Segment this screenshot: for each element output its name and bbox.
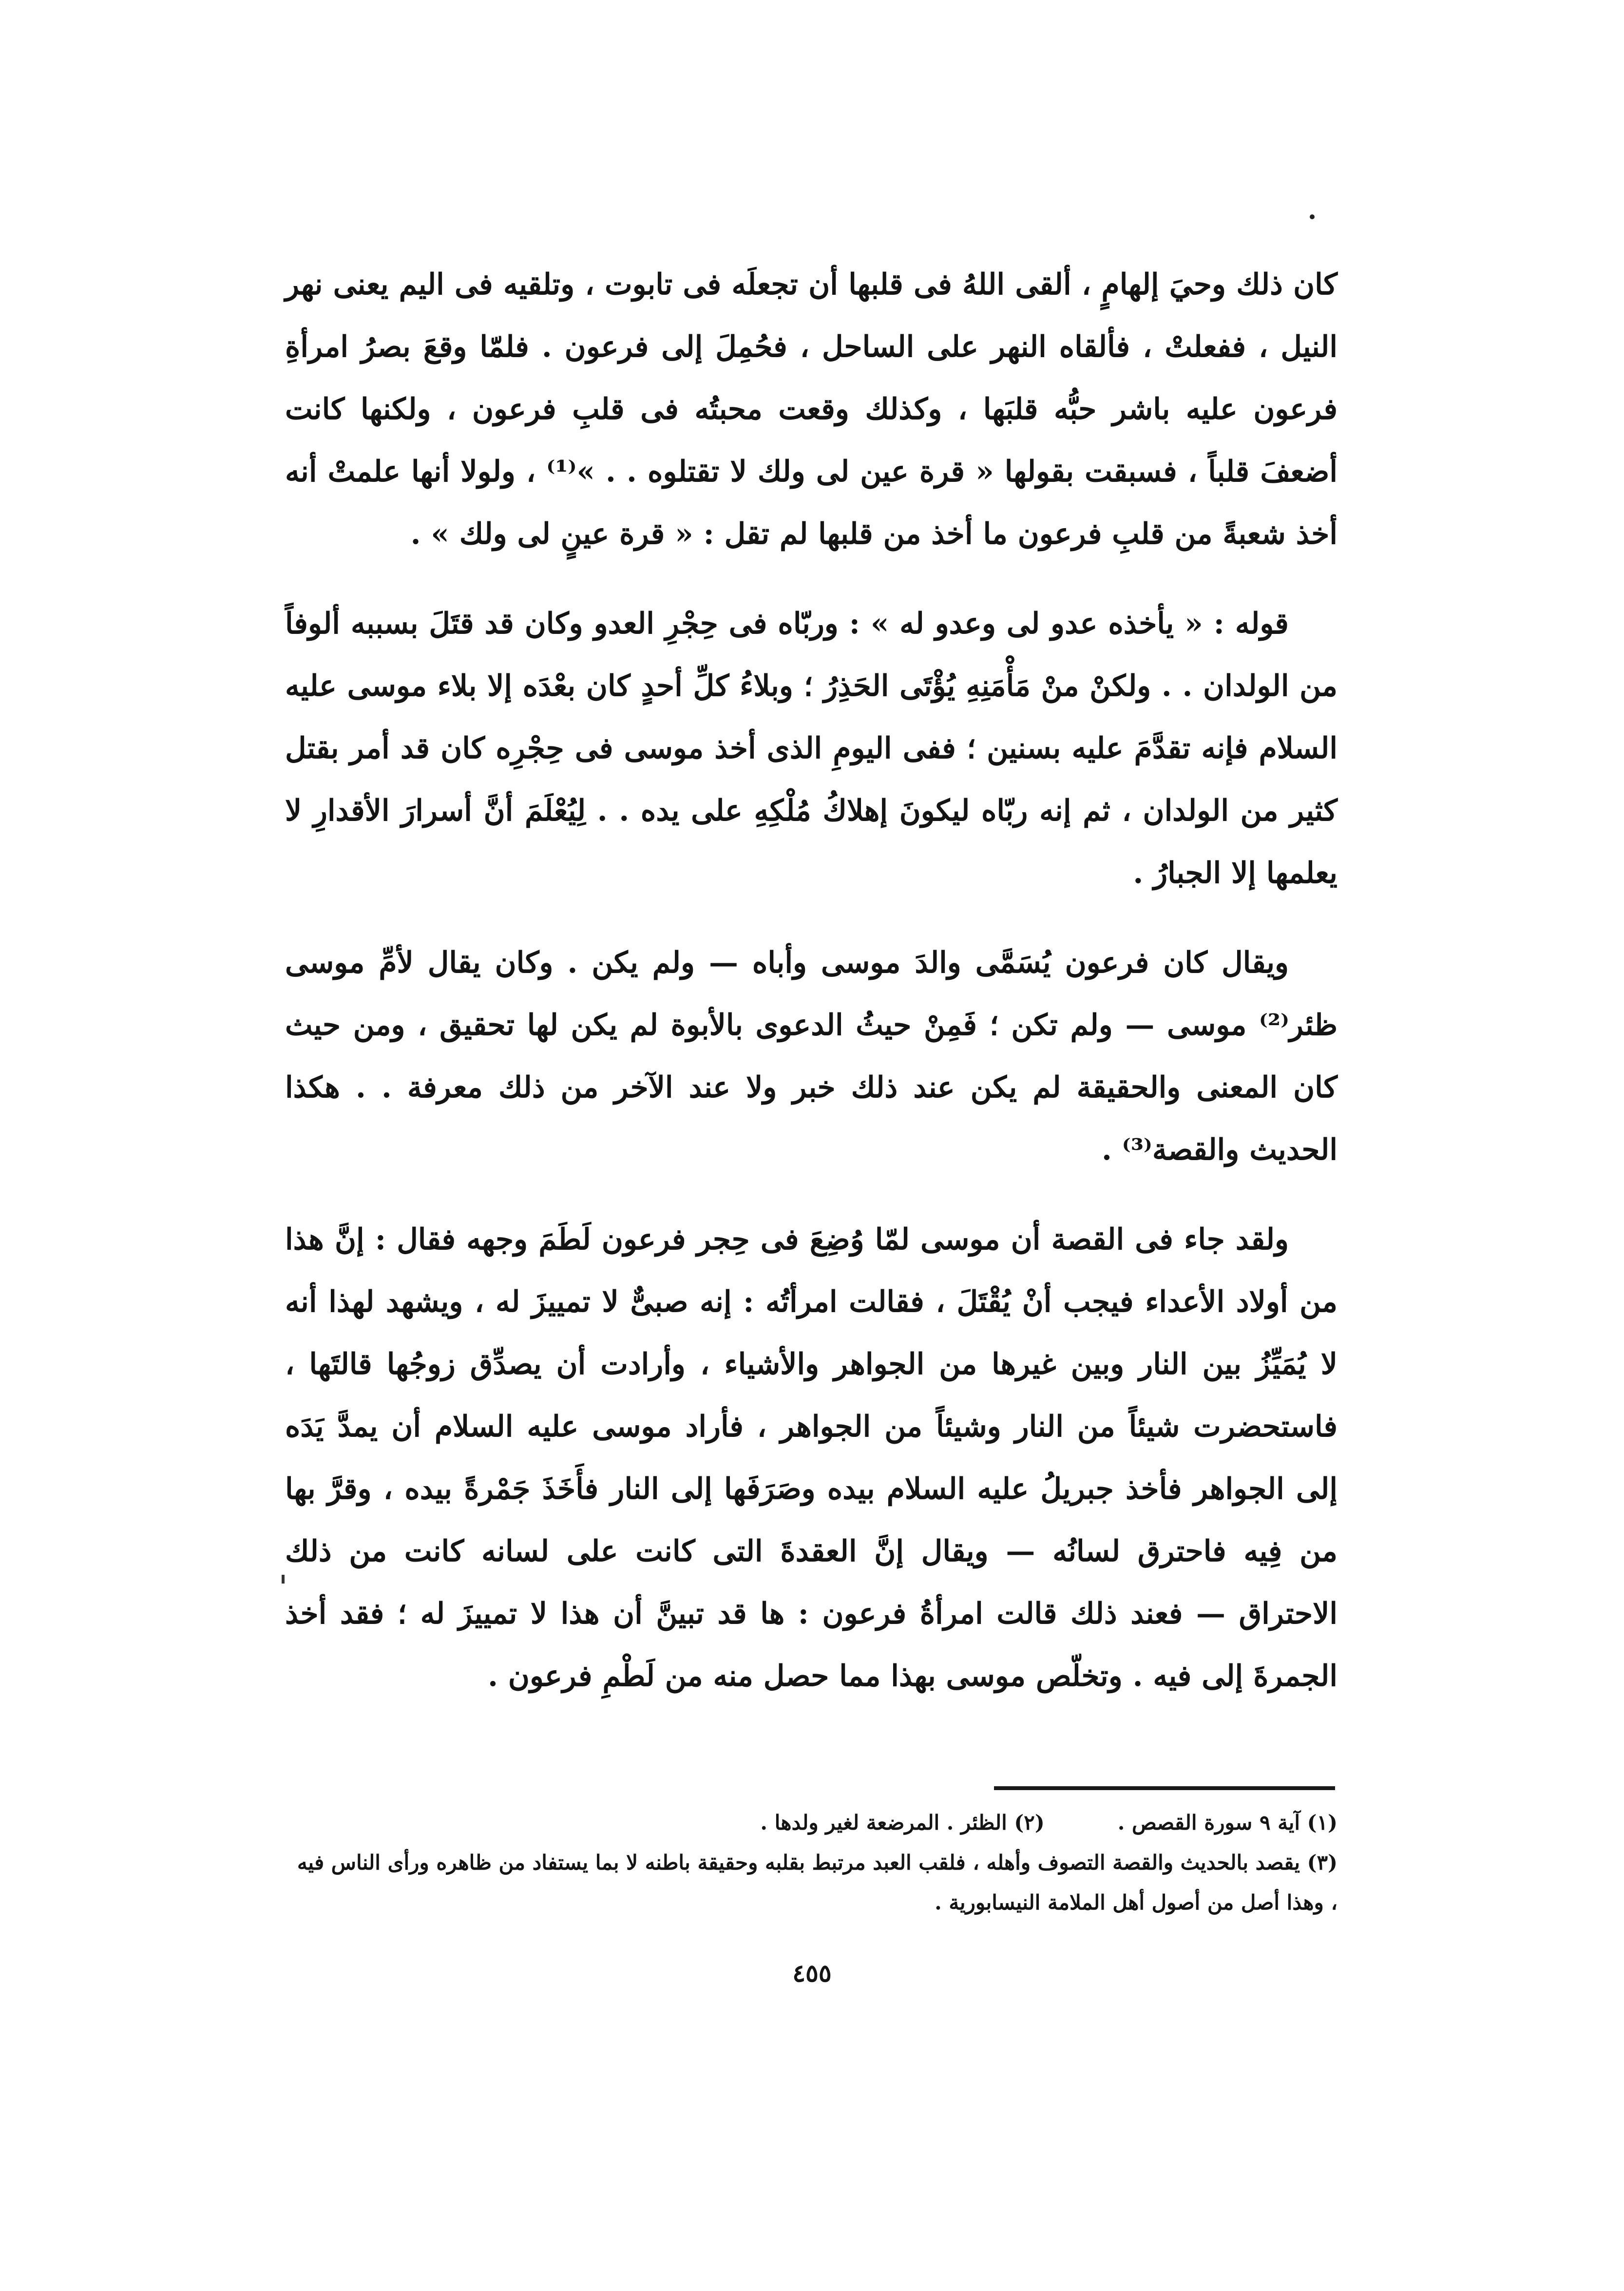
stray-ink-mark [282, 1575, 285, 1584]
main-text [285, 253, 1337, 1735]
page-number: ٤٥٥ [792, 1959, 832, 1987]
footnotes [285, 1803, 1337, 1923]
stray-ink-dot [1310, 214, 1315, 219]
paragraph-4: ولقد جاء فى القصة أن موسى لمّا وُضِعَ فى حِجر فرعون لَطَمَ وجهه فقال : إنَّ هذا من أولاد الأعداء فيجب أنْ يُقْتَلَ ، فقالت امرأتُه : إنه صبىٌّ لا تمييزَ له ، ويشهد لهذا أنه لا يُمَيِّزُ بين النار وبين غيرها من الجواهر والأشياء ، وأرادت أن يصدِّق زوجُها قالتَها ، فاستحضرت شيئاً من النار وشيئاً من الجواهر ، فأراد موسى عليه السلام أن يمدَّ يَدَه إلى الجواهر فأخذ جبريلُ عليه السلام بيده وصَرَفَها إلى النار فأَخَذَ جَمْرةً بيده ، وقرَّ بها من فِيه فاحترق لسانُه — ويقال إنَّ العقدةَ التى كانت على لسانه كانت من ذلك الاحتراق — فعند ذلك قالت امرأةُ فرعون : ها قد تبينَّ أن هذا لا تمييزَ له ؛ فقد أخذ الجمرةَ إلى فيه . وتخلّص موسى بهذا مما حصل منه من لَطْمِ فرعون . [285, 1222, 1337, 1693]
paragraph-2: قوله : « يأخذه عدو لى وعدو له » : وربّاه فى حِجْرِ العدو وكان قد قتَلَ بسببه ألوفاً من الولدان . . ولكنْ منْ مَأْمَنِهِ يُؤْتَى الحَذِرُ ؛ وبلاءُ كلِّ أحدٍ كان بعْدَه إلا بلاء موسى عليه السلام فإنه تقدَّمَ عليه بسنين ؛ ففى اليومِ الذى أخذ موسى فى حِجْرِه كان قد أمر بقتل كثير من الولدان ، ثم إنه ربّاه ليكونَ إهلاكُ مُلْكِهِ على يده . . لِيُعْلَمَ أنَّ أسرارَ الأقدارِ لا يعلمها إلا الجبارُ . [285, 607, 1337, 890]
footnote-separator [994, 1786, 1335, 1790]
footnote-3: (٣) يقصد بالحديث والقصة التصوف وأهله ، فلقب العبد مرتبط بقلبه وحقيقة باطنه لا بما يستفاد من ظاهره ورأى الناس فيه ، وهذا أصل من أصول أهل الملامة النيسابورية . [297, 1851, 1337, 1914]
footnote-row-1 [285, 1803, 1337, 1843]
paragraph-3: ويقال كان فرعون يُسَمَّى والدَ موسى وأباه — ولم يكن . وكان يقال لأمِّ موسى ظئر⁽²⁾ موسى — ولم تكن ؛ فَمِنْ حيثُ الدعوى بالأبوة لم يكن لها تحقيق ، ومن حيث كان المعنى والحقيقة لم يكن عند ذلك خبر ولا عند الآخر من ذلك معرفة . . هكذا الحديث والقصة⁽³⁾ . [285, 946, 1337, 1167]
footnote-1: (١) آية ٩ سورة القصص . [1117, 1811, 1337, 1834]
paragraph-1: كان ذلك وحيَ إلهامٍ ، ألقى اللهُ فى قلبها أن تجعلَه فى تابوت ، وتلقيه فى اليم يعنى نهر النيل ، ففعلتْ ، فألقاه النهر على الساحل ، فحُمِلَ إلى فرعون . فلمّا وقعَ بصرُ امرأةِ فرعون عليه باشر حبُّه قلبَها ، وكذلك وقعت محبتُه فى قلبِ فرعون ، ولكنها كانت أضعفَ قلباً ، فسبقت بقولها « قرة عين لى ولك لا تقتلوه . . »⁽¹⁾ ، ولولا أنها علمتْ أنه أخذ شعبةً من قلبِ فرعون ما أخذ من قلبها لم تقل : « قرة عينٍ لى ولك » . [285, 267, 1337, 551]
footnote-2: (٢) الظئر . المرضعة لغير ولدها . [760, 1811, 1045, 1834]
